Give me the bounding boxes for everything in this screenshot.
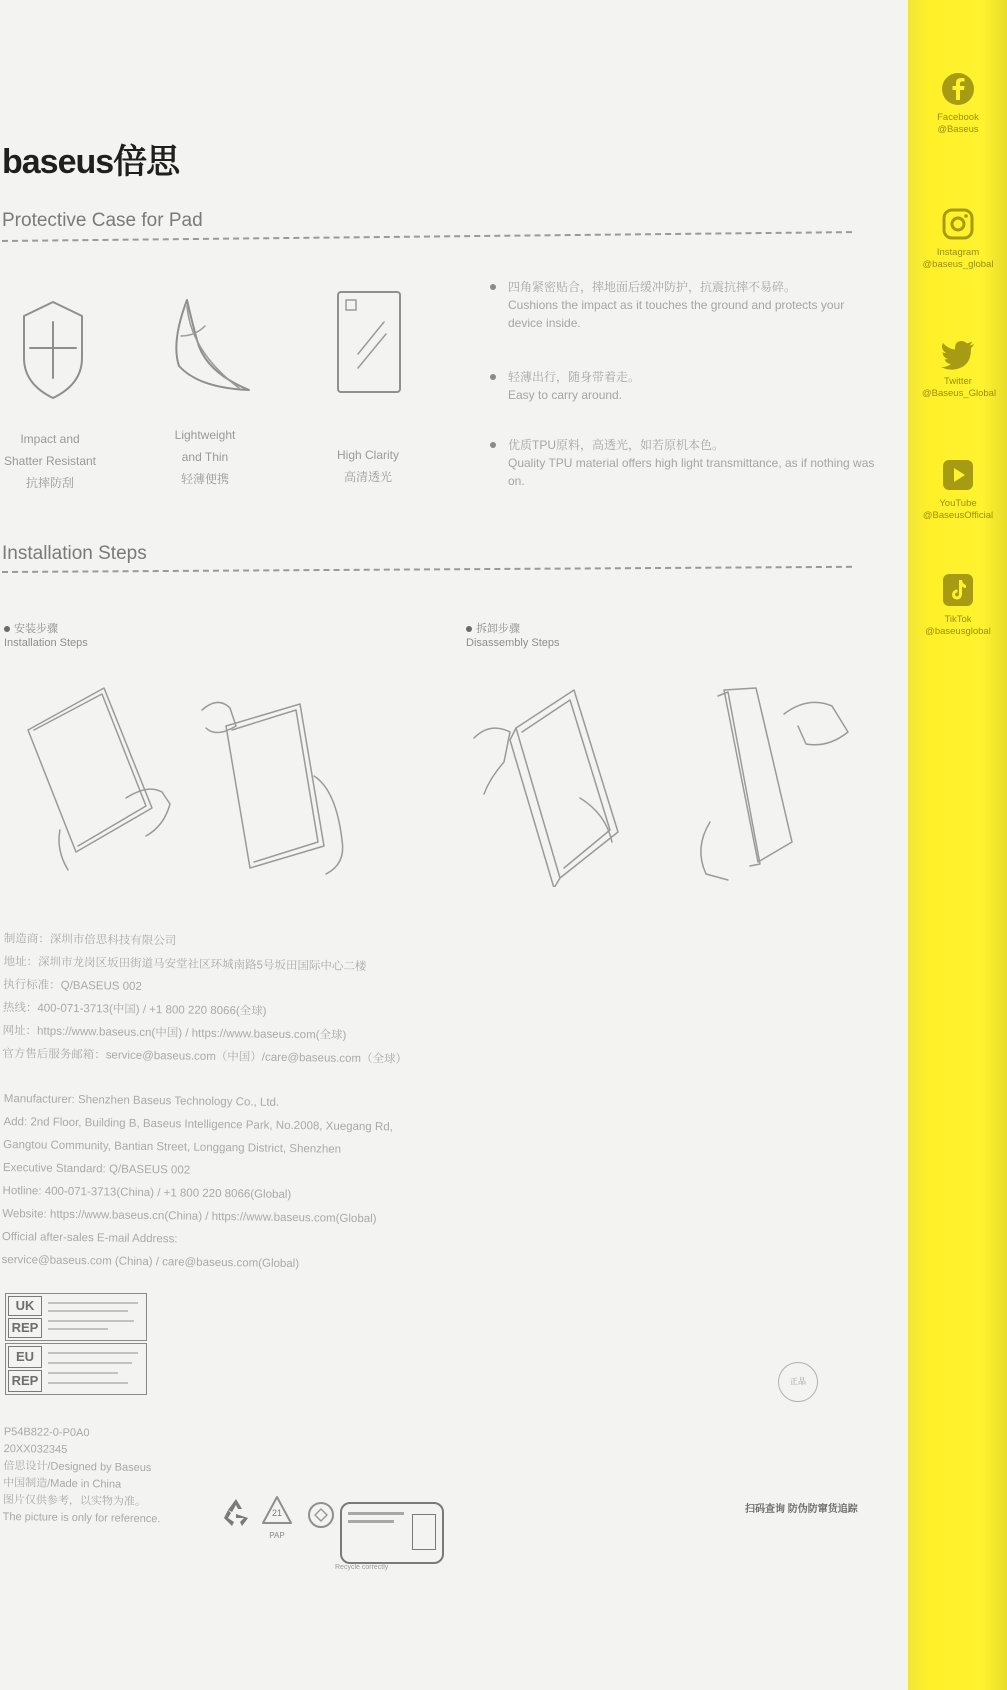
info-line: service@baseus.com (China) / care@baseus.com(Global)	[1, 1253, 300, 1271]
disassembly-steps-header	[466, 622, 560, 650]
social-handle: @Baseus_Global	[922, 388, 997, 399]
trash-bin-icon	[412, 1514, 436, 1550]
feature-label-en-2: and Thin	[181, 450, 229, 464]
social-youtube	[922, 458, 994, 522]
feature-label-en-2: Shatter Resistant	[3, 454, 97, 468]
install-step-1-illustration	[20, 680, 175, 880]
disassembly-header-en: Disassembly Steps	[466, 637, 560, 649]
bullet-item	[490, 436, 878, 490]
bullet-dot	[490, 442, 496, 448]
social-twitter	[922, 340, 997, 400]
recycle-footer: Recycle correctly	[335, 1564, 389, 1571]
twitter-icon	[941, 340, 975, 370]
disassembly-header-cn: 拆卸步骤	[476, 623, 520, 635]
social-instagram	[922, 207, 994, 271]
info-line: 官方售后服务邮箱：service@baseus.com（中国）/care@baseus.com（全球）	[2, 1047, 408, 1066]
product-title: Protective Case for Pad	[2, 210, 203, 231]
info-line: 制造商：深圳市倍思科技有限公司	[3, 932, 177, 948]
uk-rep-box	[5, 1293, 147, 1341]
social-handle: @Baseus	[937, 124, 979, 135]
feature-label-en: Lightweight	[174, 428, 236, 442]
info-line: Manufacturer: Shenzhen Baseus Technology Co., Ltd.	[3, 1092, 280, 1109]
reference-en: The picture is only for reference.	[2, 1510, 161, 1526]
info-line: Official after-sales E-mail Address:	[1, 1230, 178, 1246]
verification-stamp: 正品	[778, 1362, 818, 1402]
feature-shatter-resistant	[0, 428, 100, 494]
install-header-cn: 安装步骤	[14, 623, 58, 635]
info-line: 网址：https://www.baseus.cn(中国) / https://www.baseus.com(全球)	[2, 1024, 347, 1042]
recycle-info-box	[340, 1502, 444, 1564]
bullet-item	[490, 278, 878, 332]
plastic-code-mark	[254, 1494, 300, 1540]
social-handle: @baseusglobal	[925, 626, 991, 637]
batch-number: 20XX032345	[3, 1442, 68, 1456]
tablet-clarity-icon	[334, 288, 404, 401]
social-name: YouTube	[939, 498, 977, 509]
feature-label-en: Impact and	[20, 432, 80, 446]
info-line: Add: 2nd Floor, Building B, Baseus Intelligence Park, No.2008, Xuegang Rd,	[3, 1115, 393, 1134]
info-line: 热线：400-071-3713(中国) / +1 800 220 8066(全球)	[2, 1001, 267, 1018]
social-name: TikTok	[944, 614, 972, 625]
info-line: Website: https://www.baseus.cn(China) / https://www.baseus.com(Global)	[2, 1207, 377, 1226]
social-name: Twitter	[944, 376, 972, 387]
eu-rep-tag: REP	[8, 1370, 42, 1392]
plastic-name: PAP	[269, 1531, 285, 1540]
disassembly-step-2-illustration	[688, 682, 858, 887]
reference-cn: 图片仅供参考，以实物为准。	[2, 1493, 147, 1508]
info-line: Hotline: 400-071-3713(China) / +1 800 220 8066(Global)	[2, 1184, 292, 1202]
bullet-dot	[490, 284, 496, 290]
social-tiktok	[922, 572, 994, 638]
designed-by: 倍思设计/Designed by Baseus	[3, 1459, 152, 1475]
install-step-2-illustration	[196, 690, 356, 885]
feature-label-cn: 高清透光	[343, 470, 392, 484]
feature-label-en: High Clarity	[336, 448, 399, 462]
anti-fake-label: 扫码查询 防伪防窜货追踪	[745, 1504, 858, 1515]
facebook-icon	[941, 72, 975, 106]
model-info	[3, 1424, 162, 1528]
bullet-cn: 四角紧密贴合，摔地面后缓冲防护，抗震抗摔不易碎。	[508, 280, 797, 294]
info-line: 执行标准：Q/BASEUS 002	[3, 978, 142, 993]
uk-tag: UK	[8, 1296, 42, 1316]
shield-icon	[18, 298, 88, 408]
install-steps-header	[4, 622, 88, 650]
feather-icon	[165, 296, 255, 401]
social-name: Instagram	[936, 247, 980, 258]
info-line: Gangtou Community, Bantian Street, Longgang District, Shenzhen	[3, 1138, 342, 1156]
bullet-cn: 优质TPU原料，高透光，如若原机本色。	[508, 438, 725, 452]
eu-rep-box	[5, 1343, 147, 1395]
bullet-item	[490, 368, 878, 404]
feature-label-cn: 抗摔防刮	[25, 476, 74, 490]
social-facebook	[922, 72, 994, 136]
tiktok-icon	[941, 572, 975, 608]
model-number: P54B822-0-P0A0	[3, 1425, 90, 1440]
social-handle: @baseus_global	[922, 259, 994, 270]
social-handle: @BaseusOfficial	[922, 510, 994, 521]
manufacturer-info-cn	[2, 928, 409, 1072]
installation-title: Installation Steps	[2, 543, 147, 564]
youtube-icon	[941, 458, 975, 492]
info-line: Executive Standard: Q/BASEUS 002	[2, 1161, 191, 1177]
feature-high-clarity	[318, 444, 418, 488]
info-line: 地址：深圳市龙岗区坂田街道马安堂社区环城南路5号坂田国际中心二楼	[3, 955, 367, 974]
install-header-en: Installation Steps	[4, 637, 88, 649]
plastic-code: 21	[271, 1508, 282, 1518]
uk-rep-tag: REP	[8, 1318, 42, 1338]
separate-recycling-icon	[306, 1500, 336, 1535]
instagram-icon	[941, 207, 975, 241]
eu-tag: EU	[8, 1346, 42, 1368]
feature-label-cn: 轻薄便携	[180, 472, 229, 486]
social-name: Facebook	[937, 112, 979, 123]
recycle-icon	[220, 1496, 252, 1533]
manufacturer-info-en	[1, 1088, 393, 1277]
bullet-en: Quality TPU material offers high light transmittance, as if nothing was on.	[508, 456, 875, 488]
brand-logo: baseus倍思	[2, 143, 180, 181]
made-in: 中国制造/Made in China	[3, 1476, 122, 1491]
feature-lightweight	[155, 424, 255, 490]
bullet-cn: 轻薄出行，随身带着走。	[508, 370, 641, 384]
bullet-en: Easy to carry around.	[508, 388, 623, 402]
bullet-en: Cushions the impact as it touches the ground and protects your device inside.	[508, 298, 845, 330]
disassembly-step-1-illustration	[470, 682, 630, 892]
bullet-dot	[490, 374, 496, 380]
